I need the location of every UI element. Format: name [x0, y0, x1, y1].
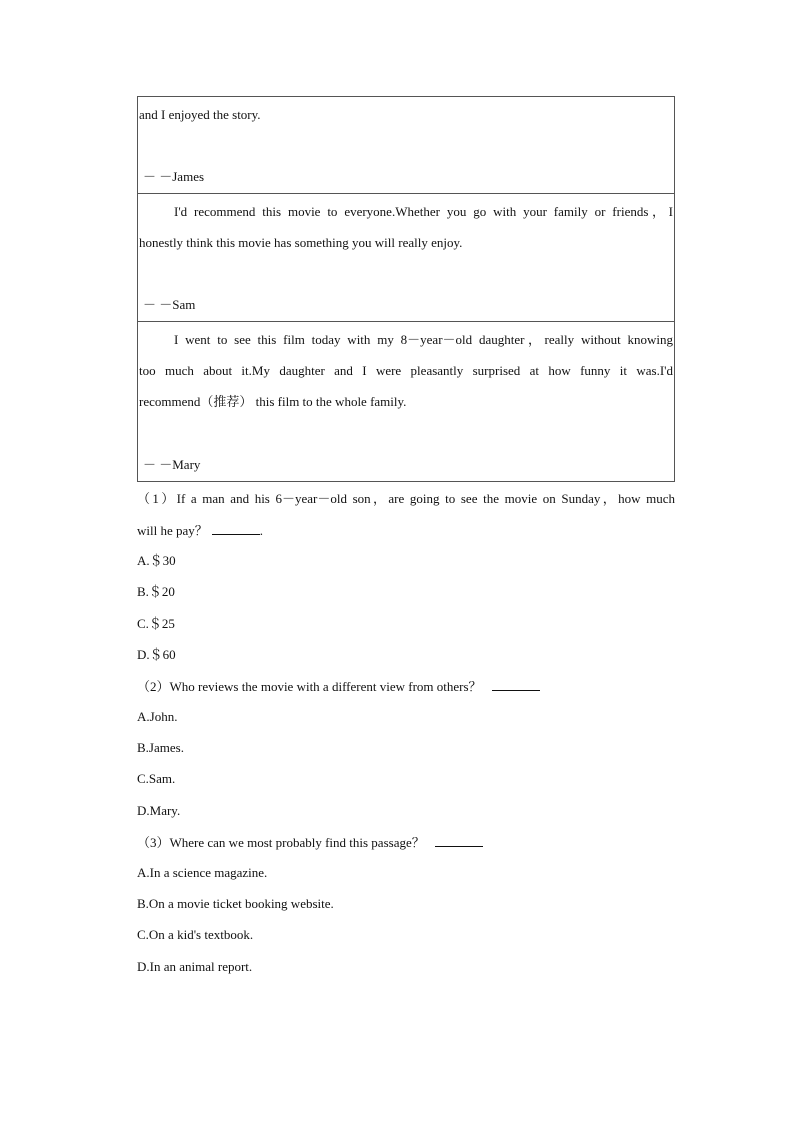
question-1-stem-cont	[137, 522, 263, 539]
question-3-stem-row	[137, 834, 483, 851]
review-text-line: honestly think this movie has something you will really enjoy.	[139, 235, 463, 250]
reviews-table	[137, 96, 675, 482]
review-text-line: I'd recommend this movie to everyone.Whether you go with your family or friends，I	[174, 204, 673, 219]
review-signature: － －Sam	[143, 297, 196, 312]
question-3-stem: （3）Where can we most probably find this passage？	[137, 835, 425, 850]
question-3-option-d: D.In an animal report.	[137, 959, 253, 974]
review-signature: － －Mary	[143, 457, 201, 472]
review-text-line: too much about it.My daughter and I were pleasantly surprised at how funny it was.I'd	[139, 363, 673, 378]
review-cell-sam	[138, 194, 675, 322]
question-1-stem-line2: will he pay？	[137, 523, 208, 538]
question-1-stem: （1）If a man and his 6－year－old son，are going to see the movie on Sunday，how much	[137, 491, 675, 506]
question-1-option-c: C.＄25	[137, 616, 175, 631]
question-2-option-a: A.John.	[137, 709, 178, 724]
review-signature: － －James	[143, 169, 205, 184]
question-1-option-d: D.＄60	[137, 647, 176, 662]
review-text-line: and I enjoyed the story.	[139, 107, 261, 122]
question-1-option-a: A.＄30	[137, 553, 176, 568]
question-2-stem-row	[137, 678, 540, 695]
question-1-option-b: B.＄20	[137, 584, 175, 599]
review-cell-mary	[138, 322, 675, 482]
review-cell-james	[138, 97, 675, 194]
question-3-option-b: B.On a movie ticket booking website.	[137, 896, 334, 911]
answer-blank[interactable]	[492, 678, 540, 691]
question-2-stem: （2）Who reviews the movie with a different view from others？	[137, 679, 482, 694]
question-2-option-d: D.Mary.	[137, 803, 181, 818]
question-1-suffix: .	[259, 523, 264, 538]
review-text-line: recommend（推荐） this film to the whole family.	[139, 394, 407, 409]
question-2-option-c: C.Sam.	[137, 771, 176, 786]
question-2-option-b: B.James.	[137, 740, 184, 755]
answer-blank[interactable]	[212, 522, 260, 535]
review-text-line: I went to see this film today with my 8－year－old daughter，really without knowing	[174, 332, 673, 347]
answer-blank[interactable]	[435, 834, 483, 847]
question-3-option-c: C.On a kid's textbook.	[137, 927, 254, 942]
question-3-option-a: A.In a science magazine.	[137, 865, 268, 880]
